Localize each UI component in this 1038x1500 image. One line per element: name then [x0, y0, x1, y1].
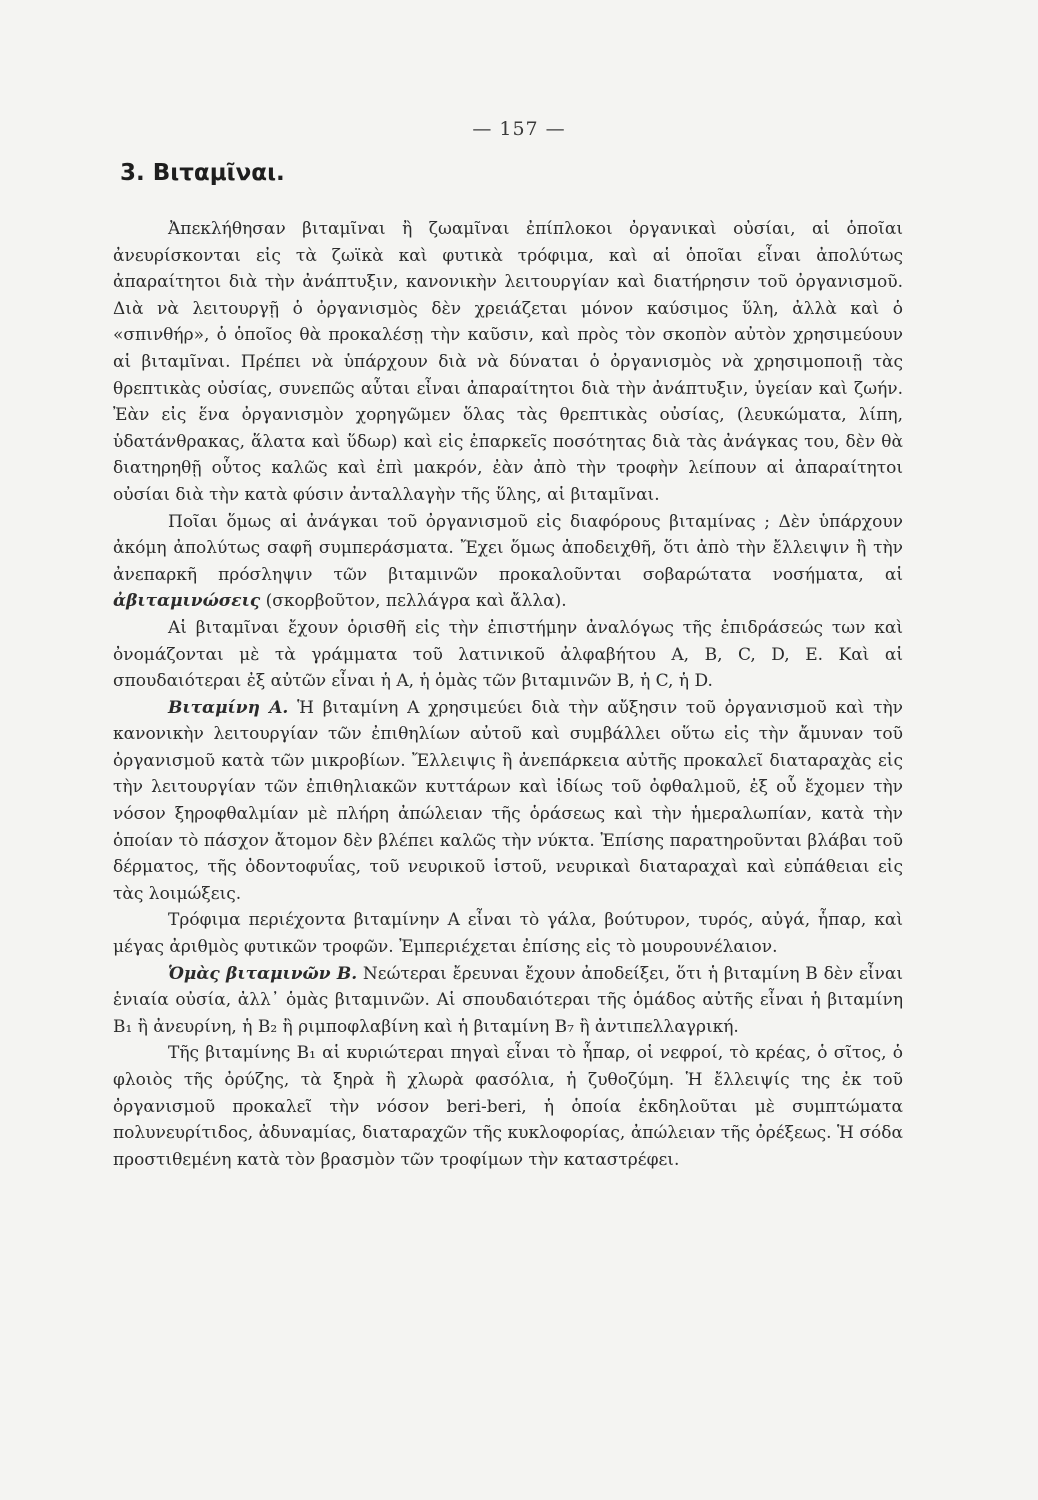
paragraph-vitamin-a-foods: Τρόφιμα περιέχοντα βιταμίνην A εἶναι τὸ γάλα, βούτυρον, τυρός, αὐγά, ἧπαρ, καὶ μέγας ἀριθμὸς φυτικῶν τροφῶν. Ἐμπεριέχεται ἐπίσης εἰς τὸ μουρουνέλαιον.: [113, 910, 903, 958]
body-text: [113, 216, 903, 1173]
paragraph-classification: Αἱ βιταμῖναι ἔχουν ὁρισθῆ εἰς τὴν ἐπιστήμην ἀναλόγως τῆς ἐπιδράσεώς των καὶ ὀνομάζονται μὲ τὰ γράμματα τοῦ λατινικοῦ ἀλφαβήτου A, B, C, D, E. Καὶ αἱ σπουδαιότεραι ἐξ αὐτῶν εἶναι ἡ A, ἡ ὁμὰς τῶν βιταμινῶν B, ἡ C, ἡ D.: [113, 617, 903, 692]
subheading-vitamin-a: Βιταμίνη A.: [168, 697, 289, 718]
section-title: 3. Βιταμῖναι.: [120, 160, 285, 186]
paragraph-intro: Ἀπεκλήθησαν βιταμῖναι ἢ ζωαμῖναι ἐπίπλοκοι ὀργανικαὶ οὐσίαι, αἱ ὁποῖαι ἀνευρίσκονται εἰς τὰ ζωϊκὰ καὶ φυτικὰ τρόφιμα, καὶ αἱ ὁποῖαι εἶναι ἀπολύτως ἀπαραίτητοι διὰ τὴν ἀνάπτυξιν, κανονικὴν λειτουργίαν καὶ διατήρησιν τοῦ ὀργανισμοῦ. Διὰ νὰ λειτουργῇ ὁ ὀργανισμὸς δὲν χρειάζεται μόνον καύσιμος ὕλη, ἀλλὰ καὶ ὁ «σπινθήρ», ὁ ὁποῖος θὰ προκαλέσῃ τὴν καῦσιν, καὶ πρὸς τὸν σκοπὸν αὐτὸν χρησιμεύουν αἱ βιταμῖναι. Πρέπει νὰ ὑπάρχουν διὰ νὰ δύναται ὁ ὀργανισμὸς νὰ χρησιμοποιῇ τὰς θρεπτικὰς οὐσίας, συνεπῶς αὗται εἶναι ἀπαραίτητοι διὰ τὴν ἀνάπτυξιν, ὑγείαν καὶ ζωήν. Ἐὰν εἰς ἕνα ὀργανισμὸν χορηγῶμεν ὅλας τὰς θρεπτικὰς οὐσίας, (λευκώματα, λίπη, ὑδατάνθρακας, ἅλατα καὶ ὕδωρ) καὶ εἰς ἐπαρκεῖς ποσότητας διὰ τὰς ἀνάγκας του, δὲν θὰ διατηρηθῇ οὗτος καλῶς καὶ ἐπὶ μακρόν, ἐὰν ἀπὸ τὴν τροφὴν λείπουν αἱ ἀπαραίτητοι οὐσίαι διὰ τὴν κατὰ φύσιν ἀνταλλαγὴν τῆς ὕλης, αἱ βιταμῖναι.: [113, 219, 903, 505]
emphasis-term: ἀβιταμινώσεις: [113, 591, 261, 612]
paragraph-text: Νεώτεραι ἔρευναι ἔχουν ἀποδείξει, ὅτι ἡ βιταμίνη B δὲν εἶναι ἑνιαία οὐσία, ἀλλ᾽ ὁμὰς βιταμινῶν. Αἱ σπουδαιότεραι τῆς ὁμάδος αὐτῆς εἶναι ἡ βιταμίνη B₁ ἢ ἀνευρίνη, ἡ B₂ ἢ ριμποφλαβίνη καὶ ἡ βιταμίνη B₇ ἢ ἀντιπελλαγρική.: [113, 963, 904, 1037]
subheading-vitamin-b: Ὁμὰς βιταμινῶν B.: [168, 963, 358, 984]
page-number: — 157 —: [472, 118, 566, 140]
paragraph-needs: [113, 509, 903, 615]
paragraph-vitamin-a: [113, 695, 903, 908]
paragraph-vitamin-b-group: [113, 961, 903, 1041]
paragraph-text: Ποῖαι ὅμως αἱ ἀνάγκαι τοῦ ὀργανισμοῦ εἰς διαφόρους βιταμίνας ; Δὲν ὑπάρχουν ἀκόμη ἀπολύτως σαφῆ συμπεράσματα. Ἔχει ὅμως ἀποδειχθῆ, ὅτι ἀπὸ τὴν ἔλλειψιν ἢ τὴν ἀνεπαρκῆ πρόσληψιν τῶν βιταμινῶν προκαλοῦνται σοβαρώτατα νοσήματα, αἱ: [113, 511, 903, 585]
paragraph-vitamin-b1: Τῆς βιταμίνης B₁ αἱ κυριώτεραι πηγαὶ εἶναι τὸ ἧπαρ, οἱ νεφροί, τὸ κρέας, ὁ σῖτος, ὁ φλοιὸς τῆς ὀρύζης, τὰ ξηρὰ ἢ χλωρὰ φασόλια, ἡ ζυθοζύμη. Ἡ ἔλλειψίς της ἐκ τοῦ ὀργανισμοῦ προκαλεῖ τὴν νόσον beri-beri, ἡ ὁποία ἐκδηλοῦται μὲ συμπτώματα πολυνευρίτιδος, ἀδυναμίας, διαταραχῶν τῆς κυκλοφορίας, ἀπώλειαν τῆς ὀρέξεως. Ἡ σόδα προστιθεμένη κατὰ τὸν βρασμὸν τῶν τροφίμων τὴν καταστρέφει.: [113, 1043, 903, 1170]
paragraph-text: Ἡ βιταμίνη A χρησιμεύει διὰ τὴν αὔξησιν τοῦ ὀργανισμοῦ καὶ τὴν κανονικὴν λειτουργίαν τῶν ἐπιθηλίων αὐτοῦ καὶ συμβάλλει οὕτω εἰς τὴν ἄμυναν τοῦ ὀργανισμοῦ κατὰ τῶν μικροβίων. Ἔλλειψις ἢ ἀνεπάρκεια αὐτῆς προκαλεῖ διαταραχὰς εἰς τὴν λειτουργίαν τῶν ἐπιθηλιακῶν κυττάρων καὶ ἰδίως τοῦ ὀφθαλμοῦ, ἐξ οὗ ἔχομεν τὴν νόσον ξηροφθαλμίαν μὲ πλήρη ἀπώλειαν τῆς ὁράσεως καὶ τὴν ἡμεραλωπίαν, κατὰ τὴν ὁποίαν τὸ πάσχον ἄτομον δὲν βλέπει καλῶς τὴν νύκτα. Ἐπίσης παρατηροῦνται βλάβαι τοῦ δέρματος, τῆς ὀδοντοφυΐας, τοῦ νευρικοῦ ἱστοῦ, νευρικαὶ διαταραχαὶ καὶ εὐπάθειαι εἰς τὰς λοιμώξεις.: [113, 697, 903, 904]
paragraph-text: (σκορβοῦτον, πελλάγρα καὶ ἄλλα).: [260, 591, 567, 612]
